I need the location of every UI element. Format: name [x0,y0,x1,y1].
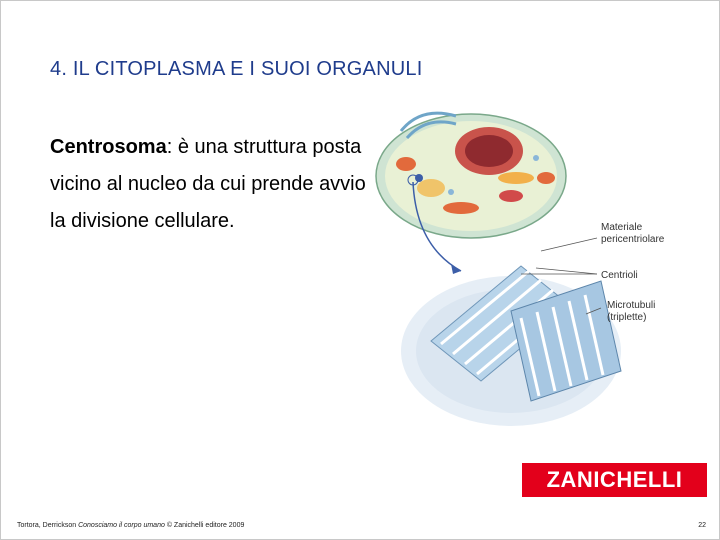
label-microtubuli-2: (triplette) [607,312,647,323]
body-term: Centrosoma [50,136,167,158]
slide-title: 4. IL CITOPLASMA E I SUOI ORGANULI [50,58,423,80]
body-text [50,129,380,240]
centrosome-illustration [361,96,711,466]
zanichelli-logo: ZANICHELLI [522,463,707,497]
cell-drawing [376,113,566,238]
page-number: 22 [698,522,706,529]
footer-authors: Tortora, Derrickson [17,522,77,529]
body-description: : è una struttura posta vicino al nucleo da cui prende avvio la divisione cellulare. [50,136,366,232]
label-materiale-2: pericentriolare [601,234,665,245]
footer-credit [17,522,244,529]
label-materiale-1: Materiale [601,222,643,233]
label-centrioli: Centrioli [601,270,638,281]
footer-publisher: © Zanichelli editore 2009 [166,522,245,529]
label-microtubuli-1: Microtubuli [607,300,656,311]
footer-book-title: Conosciamo il corpo umano [78,522,165,529]
